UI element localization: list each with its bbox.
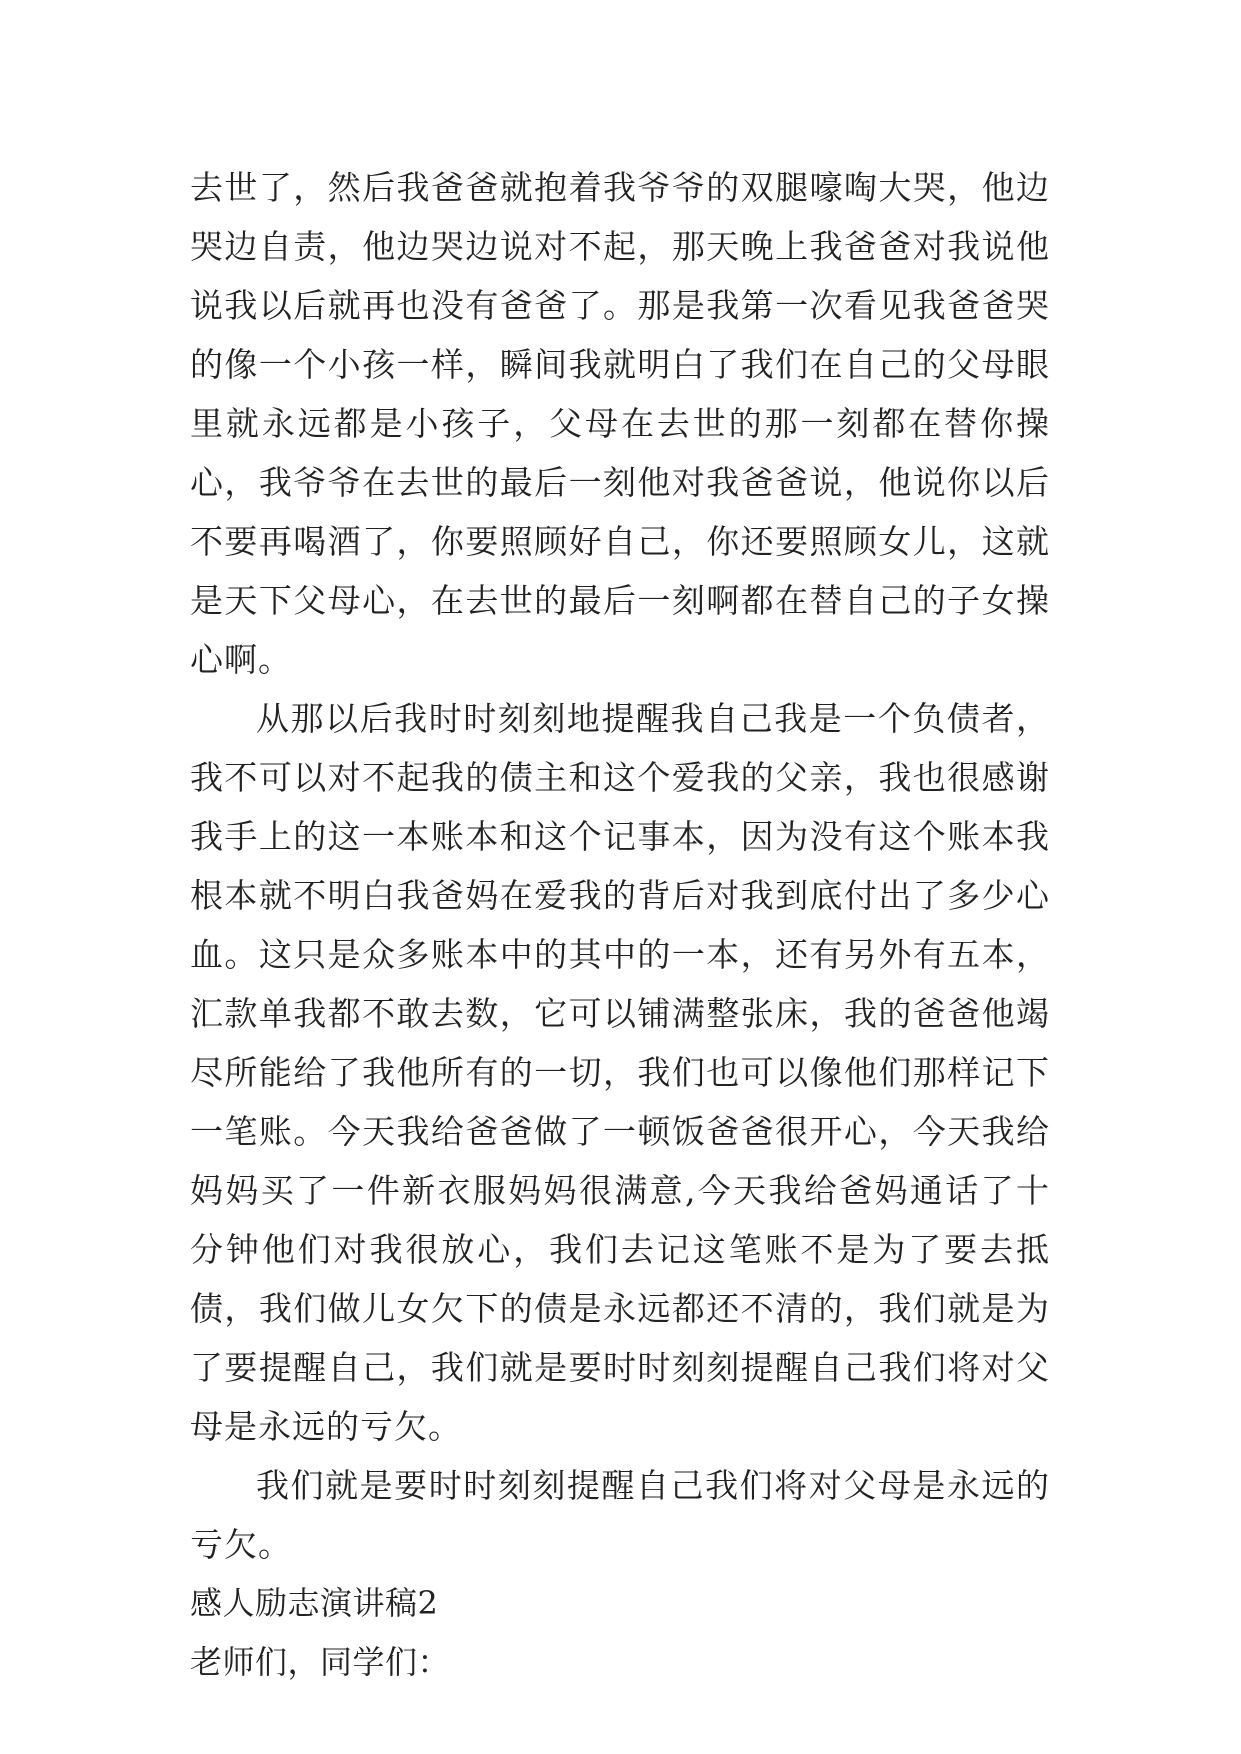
section-heading: 感人励志演讲稿2: [190, 1584, 439, 1622]
document-body: [190, 158, 1050, 1692]
paragraph-conclusion: 我们就是要时时刻刻提醒自己我们将对父母是永远的亏欠。: [190, 1466, 1050, 1564]
paragraph-continued: 去世了，然后我爸爸就抱着我爷爷的双腿嚎啕大哭，他边哭边自责，他边哭边说对不起，那天晚上我爸爸对我说他说我以后就再也没有爸爸了。那是我第一次看见我爸爸哭的像一个小孩一样，瞬间我就明白了我们在自己的父母眼里就永远都是小孩子，父母在去世的那一刻都在替你操心，我爷爷在去世的最后一刻他对我爸爸说，他说你以后不要再喝酒了，你要照顾好自己，你还要照顾女儿，这就是天下父母心，在去世的最后一刻啊都在替自己的子女操心啊。: [190, 168, 1050, 679]
paragraph-debtor: 从那以后我时时刻刻地提醒我自己我是一个负债者，我不可以对不起我的债主和这个爱我的父亲，我也很感谢我手上的这一本账本和这个记事本，因为没有这个账本我根本就不明白我爸妈在爱我的背后对我到底付出了多少心血。这只是众多账本中的其中的一本，还有另外有五本，汇款单我都不敢去数，它可以铺满整张床，我的爸爸他竭尽所能给了我他所有的一切，我们也可以像他们那样记下一笔账。今天我给爸爸做了一顿饭爸爸很开心，今天我给妈妈买了一件新衣服妈妈很满意,今天我给爸妈通话了十分钟他们对我很放心，我们去记这笔账不是为了要去抵债，我们做儿女欠下的债是永远都还不清的，我们就是为了要提醒自己，我们就是要时时刻刻提醒自己我们将对父母是永远的亏欠。: [190, 699, 1050, 1446]
greeting-line: 老师们，同学们：: [190, 1643, 451, 1681]
